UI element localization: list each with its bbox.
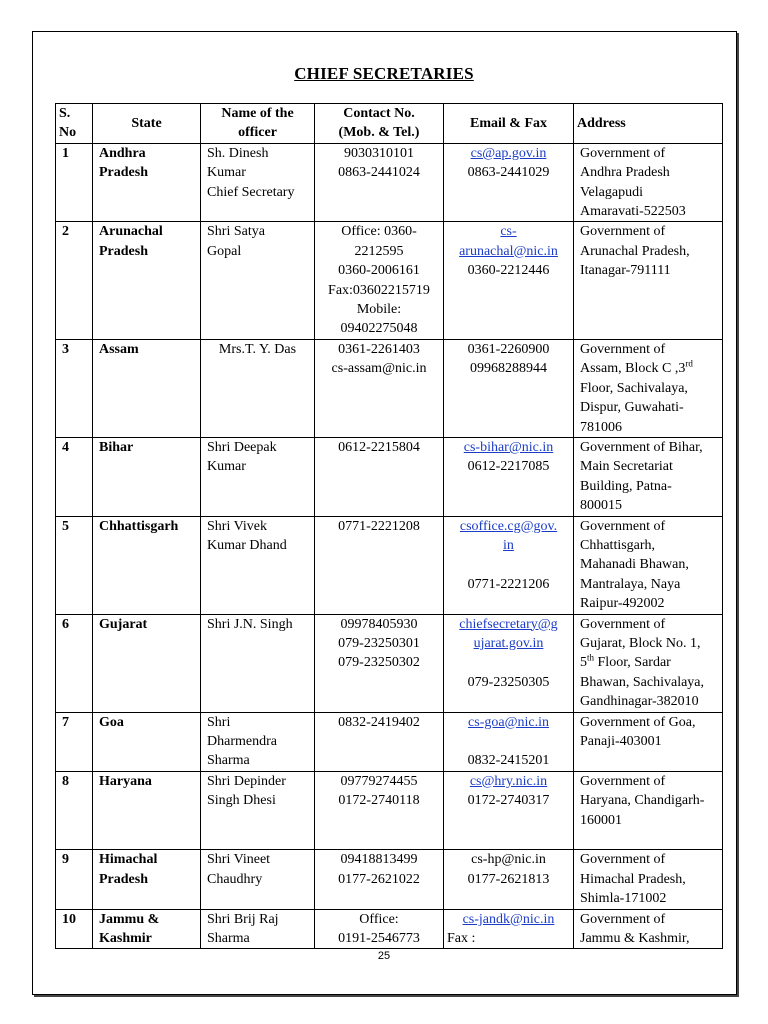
- table-row: [56, 222, 723, 339]
- cell-officer: Shri Vineet Chaudhry: [201, 850, 315, 909]
- cell-email: cs-bihar@nic.in 0612-2217085: [444, 437, 574, 516]
- table-row: [56, 143, 723, 222]
- cell-address: Government of Assam, Block C ,3rd Floor, Sachivalaya, Dispur, Guwahati- 781006: [574, 339, 723, 437]
- cell-state: Himachal Pradesh: [93, 850, 201, 909]
- cell-sno: 4: [56, 437, 93, 516]
- cell-state: Goa: [93, 712, 201, 771]
- cell-contact: 0771-2221208: [315, 516, 444, 614]
- cell-state: Arunachal Pradesh: [93, 222, 201, 339]
- cell-state: Jammu & Kashmir: [93, 909, 201, 949]
- table-header-row: [56, 104, 723, 144]
- cell-sno: 3: [56, 339, 93, 437]
- cell-address: Government of Jammu & Kashmir,: [574, 909, 723, 949]
- header-email: Email & Fax: [444, 104, 574, 144]
- cell-address: Government of Andhra Pradesh Velagapudi Amaravati-522503: [574, 143, 723, 222]
- cell-contact: 0832-2419402: [315, 712, 444, 771]
- cell-officer: Shri Deepak Kumar: [201, 437, 315, 516]
- email-link[interactable]: cs-goa@nic.in: [468, 714, 549, 730]
- header-address: Address: [574, 104, 723, 144]
- table-row: [56, 339, 723, 437]
- email-link[interactable]: cs-jandk@nic.in: [462, 911, 555, 927]
- cell-contact: 09779274455 0172-2740118: [315, 771, 444, 850]
- cell-sno: 1: [56, 143, 93, 222]
- table-row: [56, 516, 723, 614]
- page-number: 25: [377, 950, 391, 962]
- cell-contact: Office: 0191-2546773: [315, 909, 444, 949]
- table-row: [56, 614, 723, 712]
- cell-state: Chhattisgarh: [93, 516, 201, 614]
- cell-contact: 0361-2261403 cs-assam@nic.in: [315, 339, 444, 437]
- cell-email: chiefsecretary@g ujarat.gov.in 079-23250305: [444, 614, 574, 712]
- header-sno: S. No: [56, 104, 93, 144]
- cell-email: csoffice.cg@gov. in 0771-2221206: [444, 516, 574, 614]
- cell-contact: 09418813499 0177-2621022: [315, 850, 444, 909]
- cell-sno: 6: [56, 614, 93, 712]
- cell-address: Government of Goa, Panaji-403001: [574, 712, 723, 771]
- cell-officer: Shri Satya Gopal: [201, 222, 315, 339]
- cell-contact: 09978405930 079-23250301 079-23250302: [315, 614, 444, 712]
- cell-state: Bihar: [93, 437, 201, 516]
- cell-address: Government of Bihar, Main Secretariat Building, Patna- 800015: [574, 437, 723, 516]
- cell-state: Andhra Pradesh: [93, 143, 201, 222]
- page-title: CHIEF SECRETARIES: [294, 64, 474, 83]
- cell-officer: Sh. Dinesh Kumar Chief Secretary: [201, 143, 315, 222]
- cell-officer: Shri Depinder Singh Dhesi: [201, 771, 315, 850]
- cell-officer: Shri Vivek Kumar Dhand: [201, 516, 315, 614]
- table-row: [56, 771, 723, 850]
- cell-contact: Office: 0360- 2212595 0360-2006161 Fax:03602215719 Mobile: 09402275048: [315, 222, 444, 339]
- cell-email: cs-goa@nic.in 0832-2415201: [444, 712, 574, 771]
- cell-sno: 8: [56, 771, 93, 850]
- cell-officer: Shri J.N. Singh: [201, 614, 315, 712]
- header-contact: Contact No. (Mob. & Tel.): [315, 104, 444, 144]
- cell-officer: Shri Dharmendra Sharma: [201, 712, 315, 771]
- cell-email: cs@hry.nic.in 0172-2740317: [444, 771, 574, 850]
- cell-contact: 0612-2215804: [315, 437, 444, 516]
- cell-state: Assam: [93, 339, 201, 437]
- email-link[interactable]: cs-bihar@nic.in: [463, 439, 554, 455]
- cell-sno: 10: [56, 909, 93, 949]
- table-row: [56, 712, 723, 771]
- cell-email: 0361-2260900 09968288944: [444, 339, 574, 437]
- table-row: [56, 437, 723, 516]
- cell-contact: 9030310101 0863-2441024: [315, 143, 444, 222]
- email-link[interactable]: cs@ap.gov.in: [470, 145, 547, 161]
- cell-address: Government of Chhattisgarh, Mahanadi Bhawan, Mantralaya, Naya Raipur-492002: [574, 516, 723, 614]
- cell-sno: 7: [56, 712, 93, 771]
- cell-sno: 9: [56, 850, 93, 909]
- email-link[interactable]: chiefsecretary@g ujarat.gov.in: [459, 616, 558, 651]
- header-officer: Name of the officer: [201, 104, 315, 144]
- email-link[interactable]: csoffice.cg@gov. in: [459, 518, 558, 553]
- cell-email: cs@ap.gov.in 0863-2441029: [444, 143, 574, 222]
- email-link[interactable]: cs@hry.nic.in: [469, 773, 548, 789]
- cell-email: cs- arunachal@nic.in 0360-2212446: [444, 222, 574, 339]
- cell-officer: Mrs.T. Y. Das: [201, 339, 315, 437]
- cell-sno: 2: [56, 222, 93, 339]
- cell-state: Gujarat: [93, 614, 201, 712]
- cell-state: Haryana: [93, 771, 201, 850]
- cell-sno: 5: [56, 516, 93, 614]
- cell-address: Government of Haryana, Chandigarh- 160001: [574, 771, 723, 850]
- cell-officer: Shri Brij Raj Sharma: [201, 909, 315, 949]
- table-row: [56, 850, 723, 909]
- email-link[interactable]: cs- arunachal@nic.in: [459, 224, 558, 259]
- cell-address: Government of Himachal Pradesh, Shimla-171002: [574, 850, 723, 909]
- cell-email: cs-jandk@nic.in Fax :: [444, 909, 574, 949]
- cell-email: cs-hp@nic.in 0177-2621813: [444, 850, 574, 909]
- cell-address: Government of Gujarat, Block No. 1, 5th Floor, Sardar Bhawan, Sachivalaya, Gandhinagar-382010: [574, 614, 723, 712]
- table-row: [56, 909, 723, 949]
- cell-address: Government of Arunachal Pradesh, Itanagar-791111: [574, 222, 723, 339]
- header-state: State: [93, 104, 201, 144]
- chief-secretaries-table: [55, 103, 723, 949]
